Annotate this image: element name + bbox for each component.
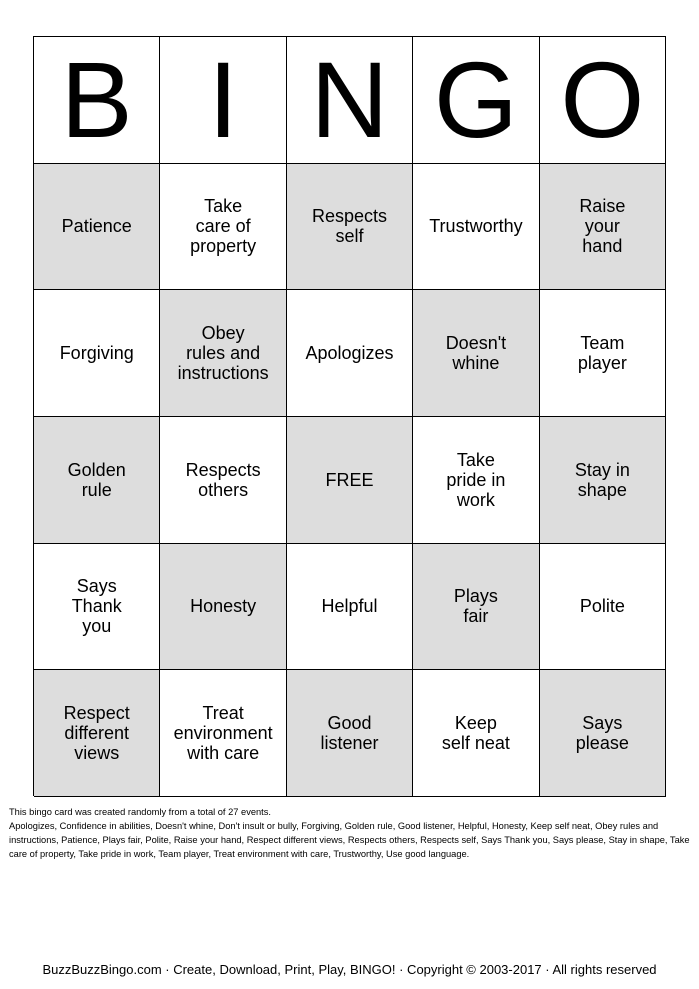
bingo-cell: Plays fair (413, 544, 539, 671)
bingo-row-3 (34, 417, 666, 544)
bingo-cell: Take pride in work (413, 417, 539, 544)
bingo-cell: Says Thank you (34, 544, 160, 671)
bingo-card (33, 36, 666, 796)
bingo-cell: Polite (540, 544, 666, 671)
bingo-free-cell: FREE (287, 417, 413, 544)
copyright-line: BuzzBuzzBingo.com · Create, Download, Print, Play, BINGO! · Copyright © 2003-2017 · All rights reserved (42, 962, 657, 977)
bingo-cell: Helpful (287, 544, 413, 671)
bingo-row-5 (34, 670, 666, 797)
bingo-cell: Take care of property (160, 164, 286, 291)
bingo-cell: Team player (540, 290, 666, 417)
bingo-cell: Golden rule (34, 417, 160, 544)
bingo-cell: Raise your hand (540, 164, 666, 291)
bingo-cell: Treat environment with care (160, 670, 286, 797)
header-letter-o: O (540, 37, 666, 164)
header-letter-n: N (287, 37, 413, 164)
bingo-cell: Honesty (160, 544, 286, 671)
header-letter-g: G (413, 37, 539, 164)
bingo-row-4 (34, 544, 666, 671)
bingo-cell: Respects others (160, 417, 286, 544)
bingo-cell: Respects self (287, 164, 413, 291)
bingo-row-2 (34, 290, 666, 417)
bingo-cell: Keep self neat (413, 670, 539, 797)
bingo-cell: Says please (540, 670, 666, 797)
event-count-note: This bingo card was created randomly from a total of 27 events. (9, 807, 271, 817)
bingo-cell: Forgiving (34, 290, 160, 417)
bingo-header-row (34, 37, 666, 164)
bingo-cell: Obey rules and instructions (160, 290, 286, 417)
bingo-cell: Trustworthy (413, 164, 539, 291)
header-letter-b: B (34, 37, 160, 164)
bingo-cell: Doesn't whine (413, 290, 539, 417)
events-list: Apologizes, Confidence in abilities, Doesn't whine, Don't insult or bully, Forgiving, Golden rule, Good listener, Helpful, Honesty, Keep self neat, Obey rules and instructions, Patience, Plays fair, Polite, Raise your hand, Respect different views, Respects others, Respects self, Says Thank you, Says please, Stay in shape, Take care of property, Take pride in work, Team player, Treat environment with care, Trustworthy, Use good language. (9, 821, 690, 859)
bingo-cell: Apologizes (287, 290, 413, 417)
header-letter-i: I (160, 37, 286, 164)
bingo-row-1 (34, 164, 666, 291)
bingo-cell: Respect different views (34, 670, 160, 797)
bingo-cell: Good listener (287, 670, 413, 797)
bingo-cell: Stay in shape (540, 417, 666, 544)
bingo-cell: Patience (34, 164, 160, 291)
footer-note (9, 805, 691, 861)
